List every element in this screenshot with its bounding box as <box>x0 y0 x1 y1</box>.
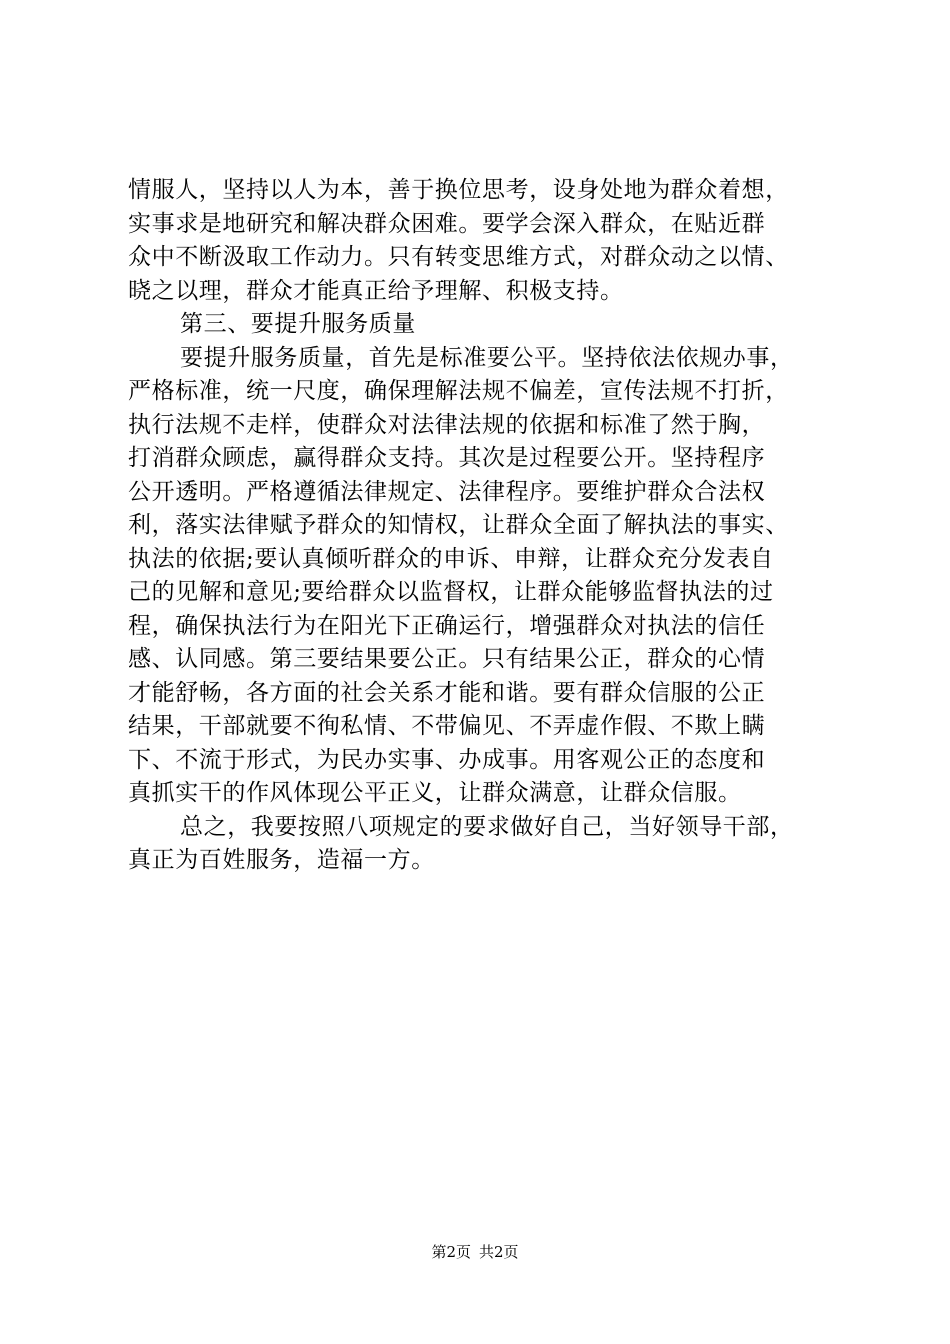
section-heading: 第三、要提升服务质量 <box>180 311 416 337</box>
body-line: 公开透明。严格遵循法律规定、法律程序。要维护群众合法权 <box>128 478 766 505</box>
body-line: 晓之以理，群众才能真正给予理解、积极支持。 <box>128 277 624 304</box>
body-line: 真正为百姓服务，造福一方。 <box>128 847 435 873</box>
body-line: 利，落实法律赋予群众的知情权，让群众全面了解执法的事实、 <box>128 512 789 538</box>
body-line: 打消群众顾虑，赢得群众支持。其次是过程要公开。坚持程序 <box>128 445 766 471</box>
page-footer <box>0 1242 950 1262</box>
body-line: 程，确保执法行为在阳光下正确运行，增强群众对执法的信任 <box>128 612 766 639</box>
body-line: 己的见解和意见;要给群众以监督权，让群众能够监督执法的过 <box>128 579 774 605</box>
body-line: 才能舒畅，各方面的社会关系才能和谐。要有群众信服的公正 <box>128 679 766 706</box>
page-number: 第2页 <box>431 1243 471 1261</box>
body-line: 真抓实干的作风体现公平正义，让群众满意，让群众信服。 <box>128 780 742 806</box>
body-line: 总之，我要按照八项规定的要求做好自己，当好领导干部， <box>180 813 794 840</box>
body-line: 实事求是地研究和解决群众困难。要学会深入群众，在贴近群 <box>128 210 766 237</box>
page-total: 共2页 <box>479 1243 519 1261</box>
body-line: 要提升服务质量，首先是标准要公平。坚持依法依规办事， <box>180 344 794 371</box>
body-line: 结果，干部就要不徇私情、不带偏见、不弄虚作假、不欺上瞒 <box>128 713 766 739</box>
document-body <box>128 174 860 878</box>
body-line: 执行法规不走样，使群众对法律法规的依据和标准了然于胸， <box>128 411 766 438</box>
body-line: 情服人，坚持以人为本，善于换位思考，设身处地为群众着想， <box>128 177 789 203</box>
body-line: 众中不断汲取工作动力。只有转变思维方式，对群众动之以情、 <box>128 244 789 270</box>
body-line: 下、不流于形式，为民办实事、办成事。用客观公正的态度和 <box>128 746 766 773</box>
body-line: 感、认同感。第三要结果要公正。只有结果公正，群众的心情 <box>128 646 766 672</box>
body-line: 执法的依据;要认真倾听群众的申诉、申辩，让群众充分发表自 <box>128 545 774 572</box>
body-line: 严格标准，统一尺度，确保理解法规不偏差，宣传法规不打折， <box>128 378 789 404</box>
